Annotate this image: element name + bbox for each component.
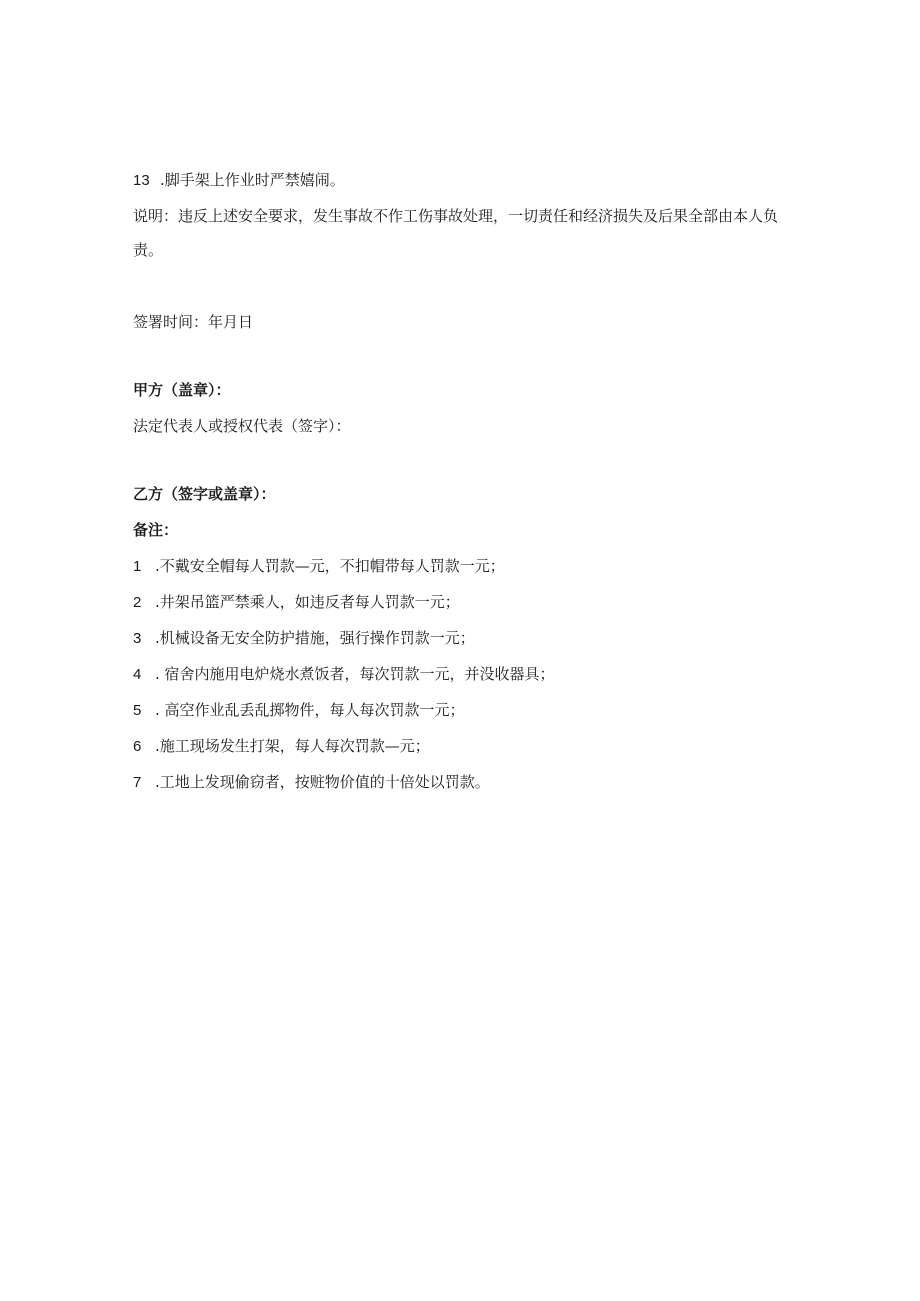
- remark-number: 7: [133, 774, 142, 791]
- party-b-label: 乙方（签字或盖章）：: [133, 485, 276, 503]
- remark-number: 5: [133, 702, 142, 719]
- remark-item: [133, 737, 430, 756]
- remark-number: 3: [133, 630, 142, 647]
- remark-item: [133, 665, 555, 684]
- remark-item: [133, 629, 475, 648]
- remarks-label: 备注：: [133, 521, 179, 539]
- remark-item: [133, 773, 490, 792]
- clause-13: [133, 171, 345, 190]
- remark-text: .施工现场发生打架，每人每次罚款—元；: [155, 737, 430, 755]
- remark-number: 2: [133, 594, 142, 611]
- remark-text: .不戴安全帽每人罚款—元，不扣帽带每人罚款一元；: [155, 557, 505, 575]
- remark-item: [133, 701, 465, 720]
- remark-number: 4: [133, 666, 142, 683]
- signing-time: 签署时间：年月日: [133, 313, 254, 331]
- remark-text: .井架吊篮严禁乘人，如违反者每人罚款一元；: [155, 593, 460, 611]
- remark-item: [133, 593, 460, 612]
- remark-text: .机械设备无安全防护措施，强行操作罚款一元；: [155, 629, 475, 647]
- remark-text: . 宿舍内施用电炉烧水煮饭者，每次罚款一元，并没收器具；: [155, 665, 555, 683]
- clause-number: 13: [133, 172, 150, 189]
- clause-text: .脚手架上作业时严禁嬉闹。: [160, 171, 345, 189]
- party-a-representative: 法定代表人或授权代表（签字）：: [133, 417, 351, 435]
- remark-item: [133, 557, 505, 576]
- remark-text: . 高空作业乱丢乱掷物件，每人每次罚款一元；: [155, 701, 465, 719]
- remark-text: .工地上发现偷窃者，按赃物价值的十倍处以罚款。: [155, 773, 490, 791]
- party-a-label: 甲方（盖章）：: [133, 381, 231, 399]
- remark-number: 1: [133, 558, 142, 575]
- remark-number: 6: [133, 738, 142, 755]
- explanation-paragraph: 说明：违反上述安全要求，发生事故不作工伤事故处理，一切责任和经济损失及后果全部由本人负责。: [133, 207, 779, 259]
